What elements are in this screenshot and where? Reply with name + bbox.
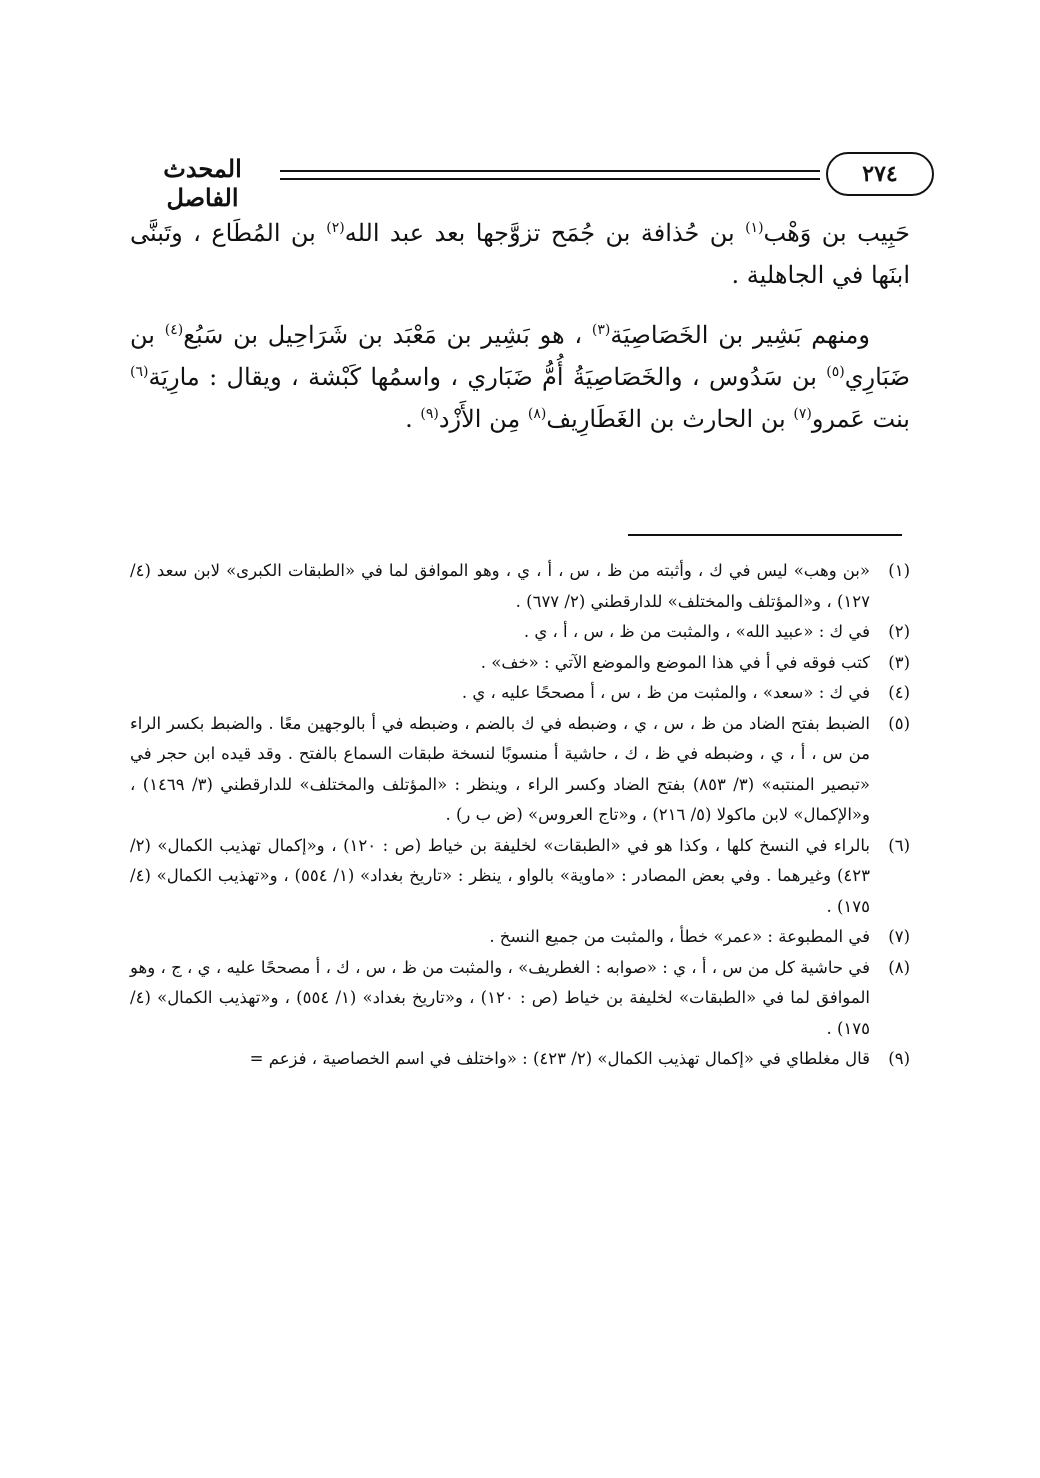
footnote-ref-5[interactable]: (٥)	[826, 364, 845, 380]
footnote-number: (٤)	[888, 683, 910, 702]
footnote-number: (٦)	[888, 835, 910, 855]
p2-text-6: بن الحارث بن الغَطَارِيف	[546, 405, 794, 433]
p2-text-7: مِن الأَزْد	[438, 405, 528, 433]
footnote-5	[130, 709, 910, 831]
footnote-ref-3[interactable]: (٣)	[591, 322, 611, 338]
footnote-text: بالراء في النسخ كلها ، وكذا هو في «الطبقات» لخليفة بن خياط (ص : ١٢٠) ، و«إكمال تهذيب الكمال» (٢/ ٤٢٣) وغيرهما . وفي بعض المصادر : «ماوية» بالواو ، ينظر : «تاريخ بغداد» (١/ ٥٥٤) ، و«تهذيب الكمال» (٤/ ١٧٥) .	[130, 835, 870, 916]
p1-text-3: بن المُطَاع ، وتَبنَّى ابنَها في الجاهلية .	[130, 219, 910, 289]
footnote-number: (٢)	[888, 622, 910, 641]
p2-text-3: بن ضَبَارِي	[130, 321, 910, 391]
p1-text-2: بن حُذافة بن جُمَح تزوَّجها بعد عبد الله	[344, 219, 746, 247]
p2-text-4: بن سَدُوس ، والخَصَاصِيَةُ أُمُّ ضَبَاري ، واسمُها كَبْشة ، ويقال : مارِيَة	[148, 363, 827, 391]
footnote-number: (١)	[888, 561, 910, 580]
footnote-text: «بن وهب» ليس في ك ، وأثبته من ظ ، س ، أ ، ي ، وهو الموافق لما في «الطبقات الكبرى» لابن سعد (٤/ ١٢٧) ، و«المؤتلف والمختلف» للدارقطني (٢/ ٦٧٧) .	[130, 561, 870, 611]
footnote-text: كتب فوقه في أ في هذا الموضع والموضع الآتي : «خف» .	[480, 652, 870, 672]
page-number: ٢٧٤	[826, 152, 934, 196]
footnote-text: في ك : «سعد» ، والمثبت من ظ ، س ، أ مصححًا عليه ، ي .	[461, 683, 870, 702]
footnote-text: قال مغلطاي في «إكمال تهذيب الكمال» (٢/ ٤٢٣) : «واختلف في اسم الخصاصية ، فزعم =	[249, 1049, 870, 1068]
footnote-number: (٥)	[888, 713, 910, 733]
footnote-6	[130, 831, 910, 923]
footnote-separator	[628, 534, 902, 536]
footnote-2	[130, 617, 910, 648]
footnote-ref-9[interactable]: (٩)	[420, 406, 439, 422]
main-text	[130, 212, 910, 458]
paragraph-2	[130, 314, 910, 440]
running-title: المحدث الفاصل	[163, 154, 242, 212]
footnotes	[130, 556, 910, 1075]
footnote-9	[130, 1044, 910, 1075]
paragraph-1	[130, 212, 910, 296]
footnote-3	[130, 648, 910, 679]
footnote-text: في حاشية كل من س ، أ ، ي : «صوابه : الغطريف» ، والمثبت من ظ ، س ، ك ، أ مصححًا عليه ، ي ، ج ، وهو الموافق لما في «الطبقات» لخليفة بن خياط (ص : ١٢٠) ، و«تاريخ بغداد» (١/ ٥٥٤) ، و«تهذيب الكمال» (٤/ ١٧٥) .	[130, 957, 870, 1038]
footnote-number: (٩)	[888, 1049, 910, 1068]
footnote-4	[130, 678, 910, 709]
footnote-7	[130, 922, 910, 953]
footnote-1	[130, 556, 910, 617]
footnote-number: (٣)	[888, 652, 910, 672]
page-header	[130, 152, 910, 212]
p2-text-1: ومنهم بَشِير بن الخَصَاصِيَة	[610, 321, 871, 349]
header-rule	[280, 170, 820, 180]
footnote-text: في ك : «عبيد الله» ، والمثبت من ظ ، س ، أ ، ي .	[523, 622, 870, 641]
p2-text-8: .	[405, 405, 421, 433]
footnote-ref-1[interactable]: (١)	[745, 220, 764, 236]
p1-text-1: حَبِيب بن وَهْب	[763, 219, 911, 247]
footnote-ref-6[interactable]: (٦)	[130, 364, 149, 380]
p2-text-5: بنت عَمرو	[811, 405, 910, 433]
footnote-text: الضبط بفتح الضاد من ظ ، س ، ي ، وضبطه في ك بالضم ، وضبطه في أ بالوجهين معًا . والضبط بكسر الراء من س ، أ ، ي ، وضبطه في ظ ، ك ، حاشية أ منسوبًا لنسخة طبقات السماع بالفتح . وقد قيده ابن حجر في «تبصير المنتبه» (٣/ ٨٥٣) بفتح الضاد وكسر الراء ، وينظر : «المؤتلف والمختلف» للدارقطني (٣/ ١٤٦٩) ، و«الإكمال» لابن ماكولا (٥/ ٢١٦) ، و«تاج العروس» (ض ب ر) .	[130, 713, 871, 824]
p2-text-2: ، هو بَشِير بن مَعْبَد بن شَرَاحِيل بن سَبُع	[183, 321, 592, 349]
footnote-ref-7[interactable]: (٧)	[793, 406, 812, 422]
footnote-ref-8[interactable]: (٨)	[527, 406, 547, 422]
footnote-ref-4[interactable]: (٤)	[164, 322, 184, 338]
footnote-text: في المطبوعة : «عمر» خطأ ، والمثبت من جميع النسخ .	[489, 927, 870, 946]
footnote-number: (٧)	[888, 927, 910, 946]
footnote-8	[130, 953, 910, 1045]
footnote-number: (٨)	[888, 957, 910, 977]
footnote-ref-2[interactable]: (٢)	[326, 220, 345, 236]
